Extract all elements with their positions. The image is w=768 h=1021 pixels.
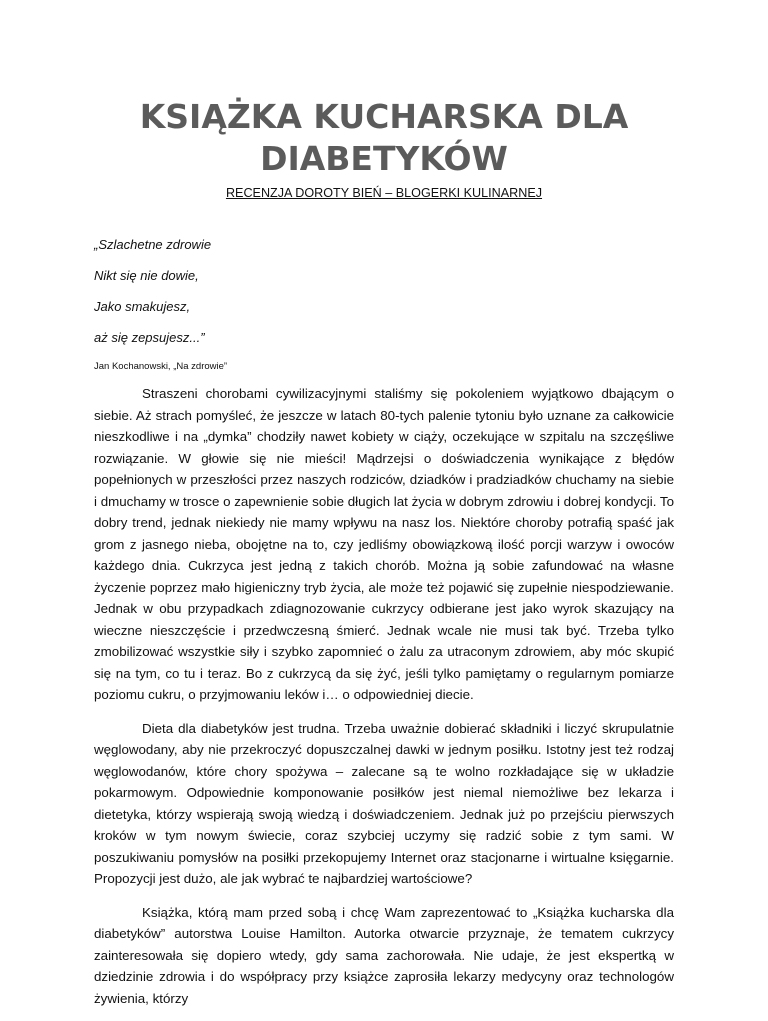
poem-quote xyxy=(94,236,674,360)
body-paragraph: Straszeni chorobami cywilizacyjnymi staliśmy się pokoleniem wyjątkowo dbającym o siebie. Aż strach pomyśleć, że jeszcze w latach 80-tych palenie tytoniu było uznane za całkowicie nieszkodliwe i na „dymka” chodziły nawet kobiety w ciąży, oczekujące w szpitalu na szczęśliwe rozwiązanie. W głowie się nie mieści! Mądrzejsi o doświadczenia wynikające z błędów popełnionych w przeszłości przez naszych rodziców, dziadków i pradziadków chuchamy na siebie i dmuchamy w trosce o zapewnienie sobie długich lat życia w dobrym zdrowiu i dobrej kondycji. To dobry trend, jednak niekiedy nie mamy wpływu na nasz los. Niektóre choroby potrafią spaść jak grom z jasnego nieba, obojętne na to, czy jedliśmy obowiązkową ilość porcji warzyw i owoców każdego dnia. Cukrzyca jest jedną z takich chorób. Można ją sobie zafundować na własne życzenie poprzez mało higieniczny tryb życia, ale może też pojawić się zupełnie niespodziewanie. Jednak w obu przypadkach zdiagnozowanie cukrzycy odbierane jest jako wyrok skazujący na wieczne nieszczęście i przedwczesną śmierć. Jednak wcale nie musi tak być. Trzeba tylko zmobilizować wszystkie siły i szybko zapomnieć o żalu za utraconym zdrowiem, aby móc skupić się na tym, co tu i teraz. Bo z cukrzycą da się żyć, jeśli tylko pamiętamy o regularnym pomiarze poziomu cukru, o przyjmowaniu leków i… o odpowiedniej diecie. xyxy=(94,386,674,702)
document-title: KSIĄŻKA KUCHARSKA DLA DIABETYKÓW xyxy=(139,97,629,178)
body-paragraph: Książka, którą mam przed sobą i chcę Wam zaprezentować to „Książka kucharska dla diabetyków” autorstwa Louise Hamilton. Autorka otwarcie przyznaje, że tematem cukrzycy zainteresowała się dopiero wtedy, gdy sama zachorowała. Nie udaje, że jest ekspertką w dziedzinie zdrowia i do współpracy przy książce zaprosiła lekarzy medycyny oraz technologów żywienia, którzy xyxy=(94,904,674,1006)
document-body xyxy=(94,383,674,1021)
body-paragraph: Dieta dla diabetyków jest trudna. Trzeba uważnie dobierać składniki i liczyć skrupulatnie węglowodany, aby nie przekroczyć dopuszczalnej dawki w jednym posiłku. Istotny jest też rodzaj węglowodanów, które chory spożywa – zalecane są te wolno rozkładające się w układzie pokarmowym. Odpowiednie komponowanie posiłków jest niemal niemożliwe bez lekarza i dietetyka, którzy wspierają swoją wiedzą i doświadczeniem. Jednak już po przejściu pierwszych kroków w tym nowym świecie, coraz szybciej uczymy się radzić sobie z tym sami. W poszukiwaniu pomysłów na posiłki przekopujemy Internet oraz stacjonarne i wirtualne księgarnie. Propozycji jest dużo, ale jak wybrać te najbardziej wartościowe? xyxy=(94,720,674,886)
poem-line: Nikt się nie dowie, xyxy=(94,268,199,283)
poem-attribution: Jan Kochanowski, „Na zdrowie” xyxy=(94,361,228,372)
poem-line: Jako smakujesz, xyxy=(94,299,191,314)
poem-line: aż się zepsujesz...” xyxy=(94,330,205,345)
document-subtitle: RECENZJA DOROTY BIEŃ – BLOGERKI KULINARNEJ xyxy=(225,186,543,200)
poem-line: „Szlachetne zdrowie xyxy=(94,237,212,252)
